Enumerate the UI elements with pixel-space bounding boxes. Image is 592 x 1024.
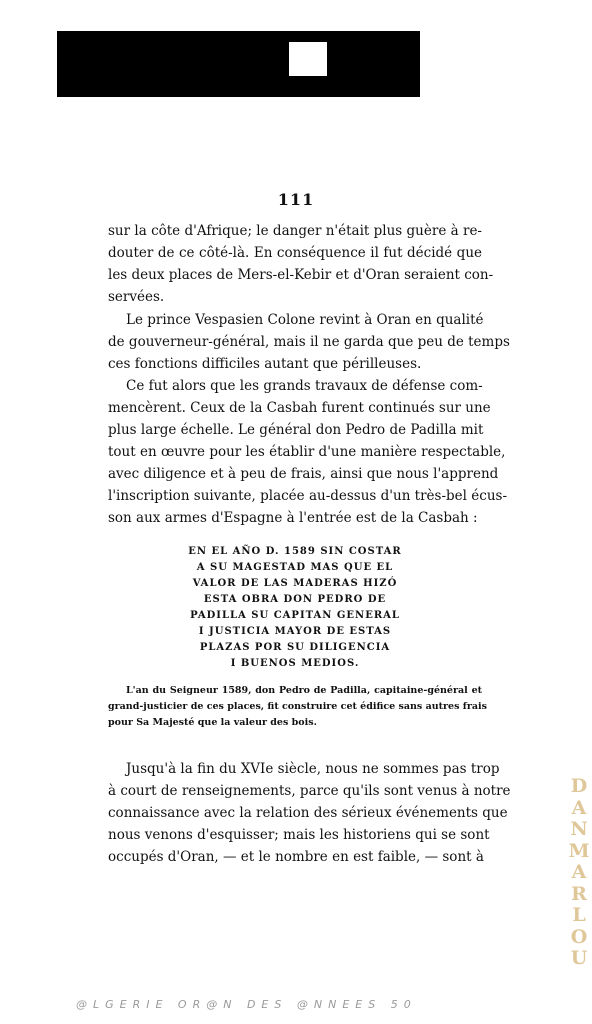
text-line: douter de ce côté-là. En conséquence il fut décidé que: [108, 245, 482, 261]
inscription-line: VALOR DE LAS MADERAS HIZÓ: [192, 578, 398, 589]
translation-line: pour Sa Majesté que la valeur des bois.: [108, 717, 317, 728]
inscription-line: I BUENOS MEDIOS.: [230, 658, 360, 669]
text-line: servées.: [108, 289, 165, 305]
text-line: de gouverneur-général, mais il ne garda que peu de temps: [108, 334, 510, 350]
bottom-watermark: @LGERIE OR@N DES @NNEES 50: [76, 998, 417, 1011]
side-watermark: DANMARLOU: [568, 775, 590, 969]
redaction-bar: [57, 31, 420, 97]
inscription-line: ESTA OBRA DON PEDRO DE: [203, 594, 387, 605]
redaction-notch: [289, 42, 327, 76]
inscription-line: I JUSTICIA MAYOR DE ESTAS: [198, 626, 392, 637]
inscription-line: PADILLA SU CAPITAN GENERAL: [190, 610, 400, 621]
text-line: sur la côte d'Afrique; le danger n'était plus guère à re-: [108, 223, 482, 239]
inscription-line: EN EL AÑO D. 1589 SIN COSTAR: [188, 546, 402, 557]
text-line: Jusqu'à la fin du XVIe siècle, nous ne sommes pas trop: [126, 761, 500, 777]
text-line: l'inscription suivante, placée au-dessus d'un très-bel écus-: [108, 488, 508, 504]
inscription-line: A SU MAGESTAD MAS QUE EL: [196, 562, 394, 573]
text-line: Ce fut alors que les grands travaux de défense com-: [126, 378, 483, 394]
text-line: occupés d'Oran, — et le nombre en est faible, — sont à: [108, 849, 484, 865]
text-line: plus large échelle. Le général don Pedro de Padilla mit: [108, 422, 484, 438]
text-line: nous venons d'esquisser; mais les historiens qui se sont: [108, 827, 490, 843]
text-line: ces fonctions difficiles autant que périlleuses.: [108, 356, 422, 372]
text-line: connaissance avec la relation des sérieux événements que: [108, 805, 508, 821]
inscription-line: PLAZAS POR SU DILIGENCIA: [199, 642, 391, 653]
translation-line: grand-justicier de ces places, fit construire cet édifice sans autres frais: [108, 701, 487, 712]
text-line: à court de renseignements, parce qu'ils sont venus à notre: [108, 783, 511, 799]
text-line: les deux places de Mers-el-Kebir et d'Oran seraient con-: [108, 267, 494, 283]
text-line: avec diligence et à peu de frais, ainsi que nous l'apprend: [108, 466, 499, 482]
text-line: son aux armes d'Espagne à l'entrée est de la Casbah :: [108, 510, 478, 526]
text-line: mencèrent. Ceux de la Casbah furent continués sur une: [108, 400, 491, 416]
text-line: Le prince Vespasien Colone revint à Oran en qualité: [126, 312, 484, 328]
text-line: tout en œuvre pour les établir d'une manière respectable,: [108, 444, 506, 460]
translation-line: L'an du Seigneur 1589, don Pedro de Padilla, capitaine-général et: [126, 685, 482, 696]
page-number: 111: [277, 190, 315, 209]
